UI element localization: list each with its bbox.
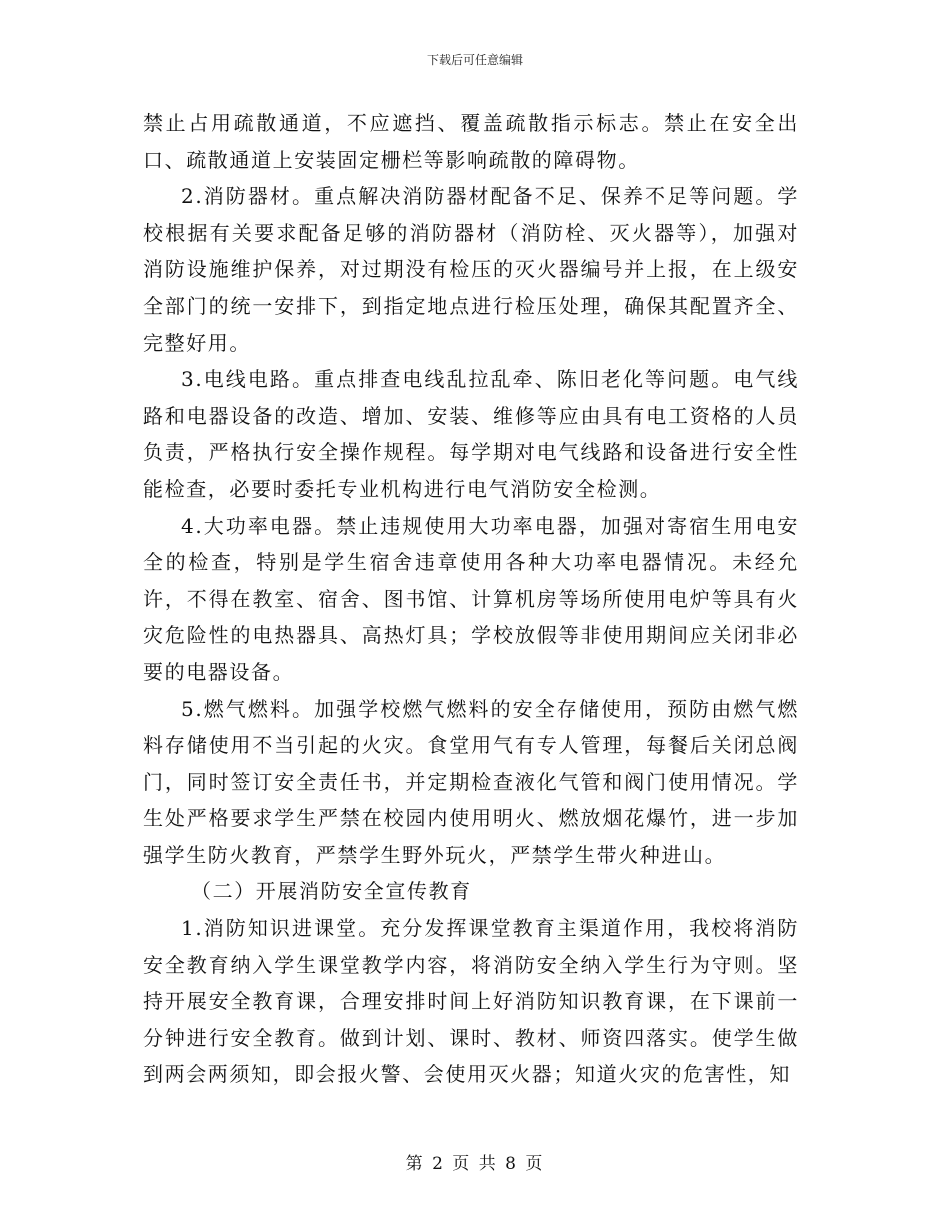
header-text: 下载后可任意编辑 [426,53,523,67]
footer-suffix: 页 [525,1154,545,1174]
footer-prefix: 第 [405,1154,425,1174]
paragraph-6: 1.消防知识进课堂。充分发挥课堂教育主渠道作用，我校将消防安全教育纳入学生课堂教学内容，将消防安全纳入学生行为守则。坚持开展安全教育课，合理安排时间上好消防知识教育课，在下课前一分钟进行安全教育。做到计划、课时、教材、师资四落实。使学生做到两会两须知，即会报火警、会使用灭火器；知道火灾的危害性，知 [143,916,799,1087]
footer-total-pages: 8 [505,1154,518,1174]
page-footer [0,1153,950,1175]
paragraph-4: 4.大功率电器。禁止违规使用大功率电器，加强对寄宿生用电安全的检查，特别是学生宿舍违章使用各种大功率电器情况。未经允许，不得在教室、宿舍、图书馆、计算机房等场所使用电炉等具有火灾危险性的电热器具、高热灯具；学校放假等非使用期间应关闭非必要的电器设备。 [143,513,799,684]
paragraph-3: 3.电线电路。重点排查电线乱拉乱牵、陈旧老化等问题。电气线路和电器设备的改造、增加、安装、维修等应由具有电工资格的人员负责，严格执行安全操作规程。每学期对电气线路和设备进行安全性能检查，必要时委托专业机构进行电气消防安全检测。 [143,367,799,501]
document-body [143,105,799,1093]
paragraph-1: 禁止占用疏散通道，不应遮挡、覆盖疏散指示标志。禁止在安全出口、疏散通道上安装固定栅栏等影响疏散的障碍物。 [143,111,799,172]
footer-page-number: 2 [432,1154,445,1174]
footer-middle: 页 共 [452,1154,498,1174]
paragraph-5: 5.燃气燃料。加强学校燃气燃料的安全存储使用，预防由燃气燃料存储使用不当引起的火灾。食堂用气有专人管理，每餐后关闭总阀门，同时签订安全责任书，并定期检查液化气管和阀门使用情况。学生处严格要求学生严禁在校园内使用明火、燃放烟花爆竹，进一步加强学生防火教育，严禁学生野外玩火，严禁学生带火种进山。 [143,696,799,867]
page-header [0,52,950,68]
paragraph-2: 2.消防器材。重点解决消防器材配备不足、保养不足等问题。学校根据有关要求配备足够的消防器材（消防栓、灭火器等），加强对消防设施维护保养，对过期没有检压的灭火器编号并上报，在上级安全部门的统一安排下，到指定地点进行检压处理，确保其配置齐全、完整好用。 [143,184,799,355]
section-heading: （二）开展消防安全宣传教育 [191,879,472,904]
